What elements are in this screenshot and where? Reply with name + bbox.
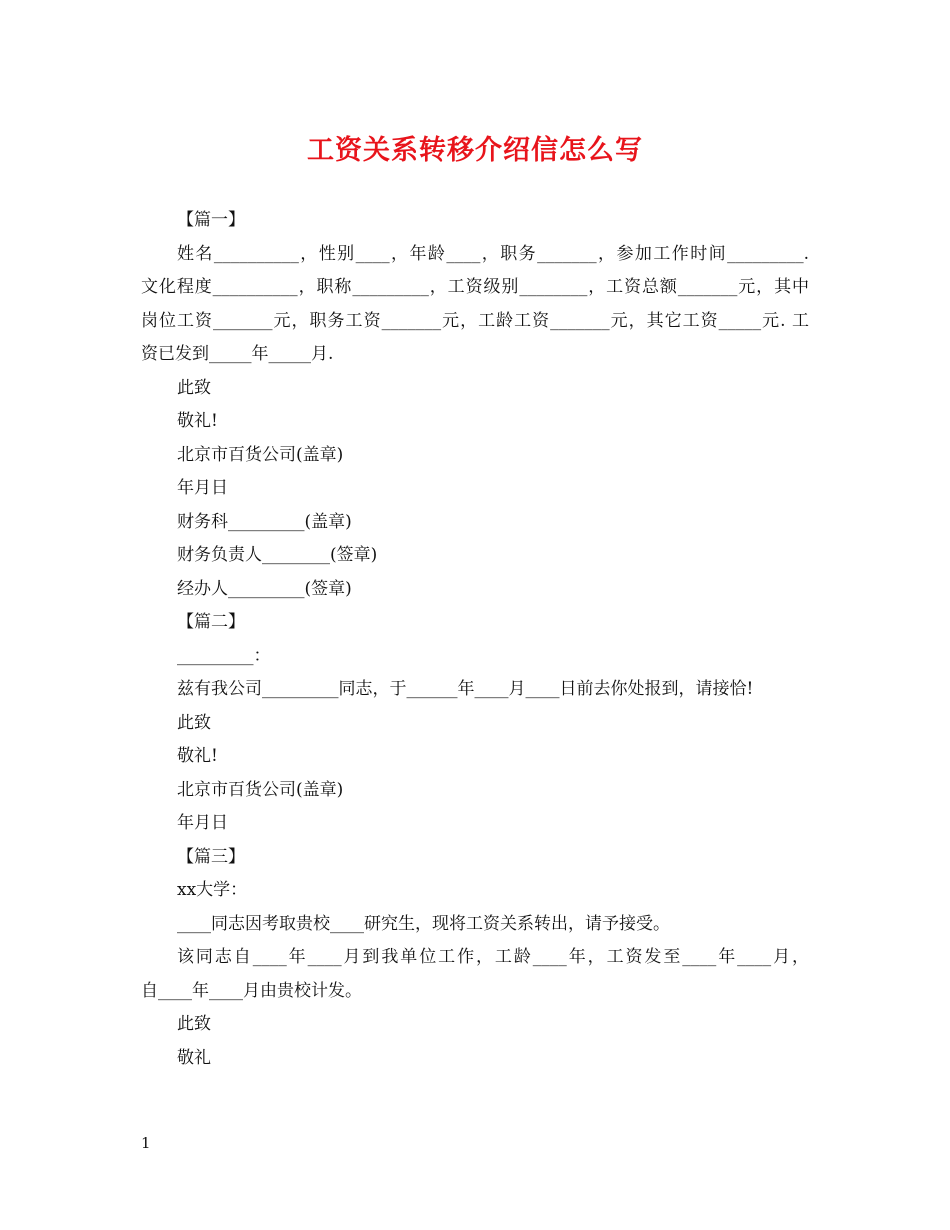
- salutation-line: 敬礼: [177, 1047, 211, 1068]
- section-heading-2: 【篇二】: [177, 612, 245, 632]
- paragraph-line: 资已发到_____年_____月.: [141, 344, 334, 364]
- signature-line: 经办人_________(签章): [177, 578, 352, 599]
- addressee-line: xx大学：: [177, 880, 248, 900]
- salutation-line: 敬礼!: [177, 746, 218, 766]
- page-number: 1: [141, 1134, 151, 1152]
- signature-line: 北京市百货公司(盖章): [177, 444, 344, 465]
- section-heading-3: 【篇三】: [177, 846, 245, 867]
- document-title: 工资关系转移介绍信怎么写: [307, 135, 643, 166]
- paragraph-line: 姓名__________，性别____，年龄____，职务_______，参加工作时间_________.: [177, 243, 809, 264]
- closing-line: 此致: [177, 377, 211, 398]
- paragraph-line: 自____年____月由贵校计发。: [141, 980, 362, 1001]
- closing-line: 此致: [177, 712, 211, 733]
- paragraph-line: 岗位工资_______元，职务工资_______元，工龄工资_______元，其它工资_____元. 工: [141, 310, 809, 331]
- salutation-line: 敬礼!: [177, 411, 218, 431]
- date-line: 年月日: [177, 813, 228, 833]
- section-heading-1: 【篇一】: [177, 210, 245, 230]
- paragraph-line: 文化程度__________，职称_________，工资级别________，工资总额_______元，其中: [141, 277, 809, 297]
- addressee-line: _________：: [177, 645, 271, 666]
- closing-line: 此致: [177, 1014, 211, 1034]
- signature-line: 北京市百货公司(盖章): [177, 779, 344, 800]
- document-body: [141, 204, 809, 1075]
- paragraph-line: 兹有我公司_________同志，于______年____月____日前去你处报到，请接恰!: [177, 679, 754, 699]
- signature-line: 财务科_________(盖章): [177, 511, 352, 532]
- date-line: 年月日: [177, 478, 228, 498]
- signature-line: 财务负责人________(签章): [177, 545, 378, 565]
- paragraph-line: ____同志因考取贵校____研究生，现将工资关系转出，请予接受。: [177, 913, 670, 934]
- paragraph-line: 该同志自____年____月到我单位工作，工龄____年，工资发至____年____月，: [177, 947, 809, 967]
